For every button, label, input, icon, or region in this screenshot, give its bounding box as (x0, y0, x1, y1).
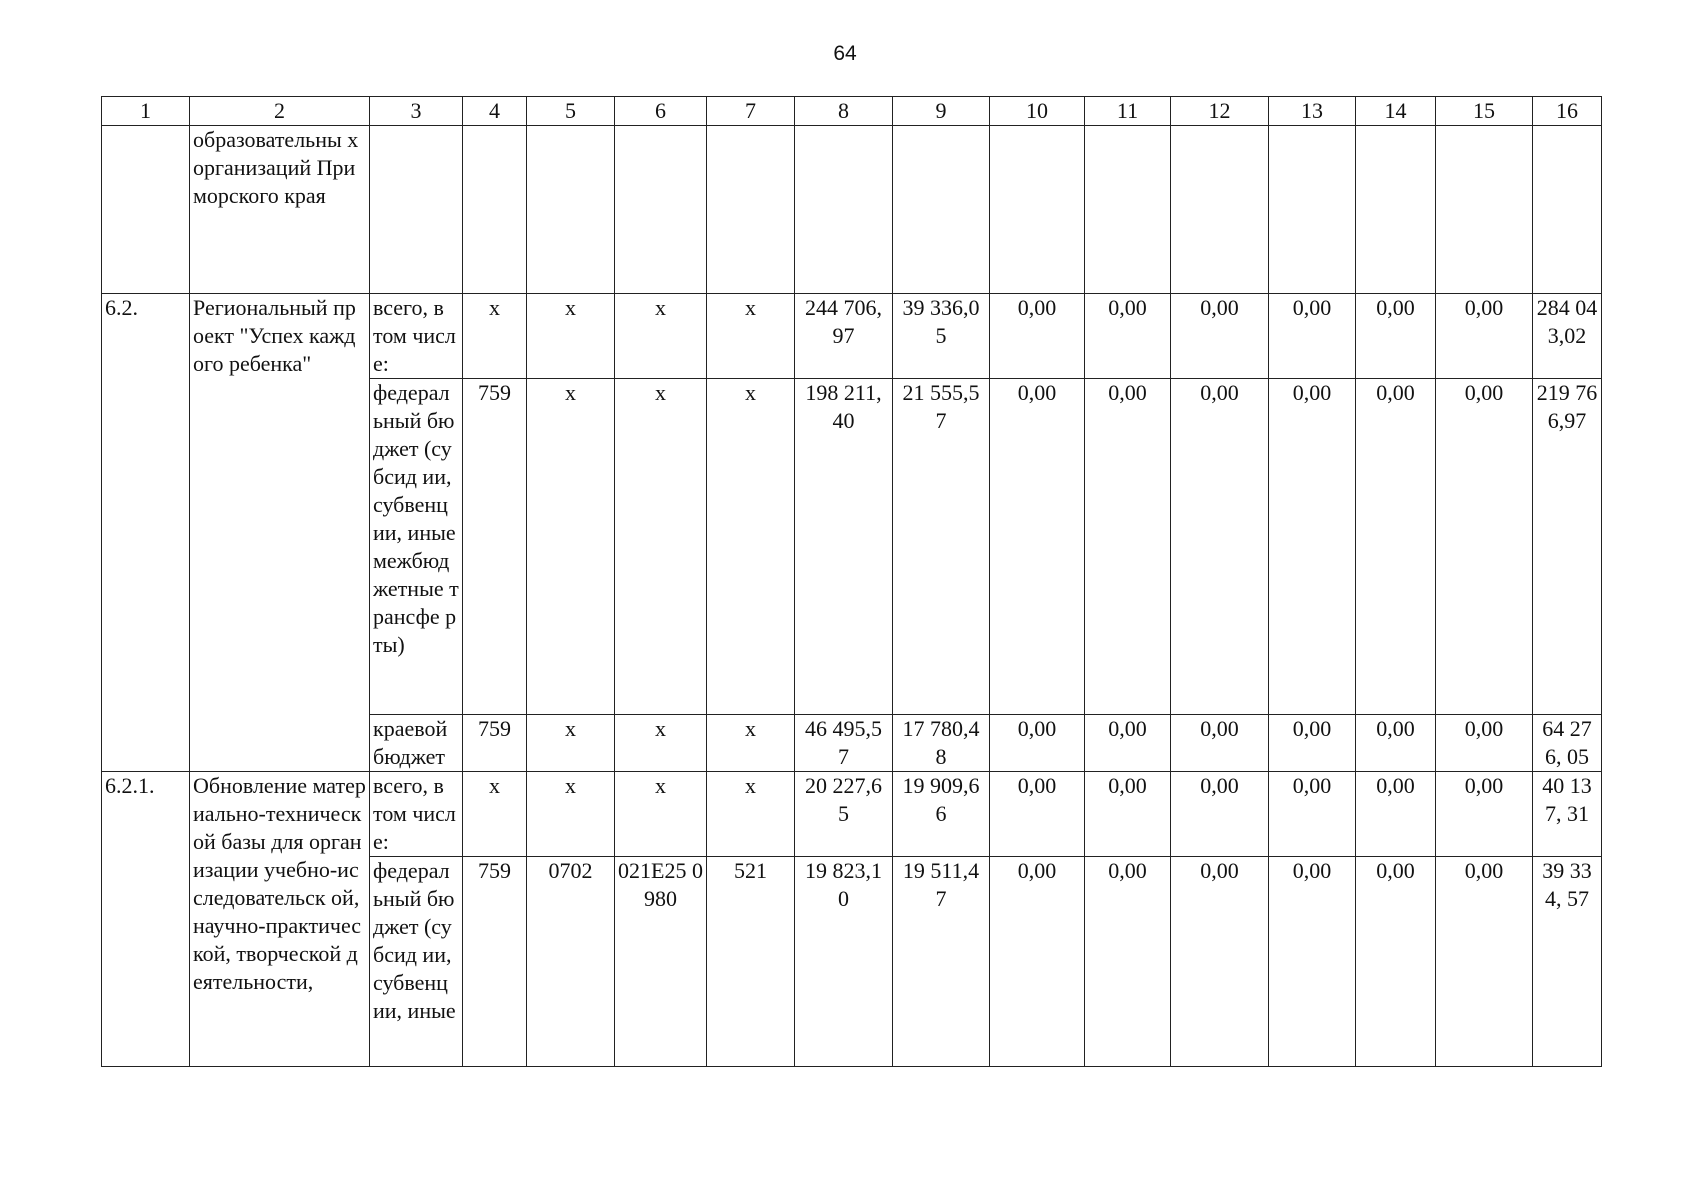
cell-col8: 19 823,1 0 (795, 857, 893, 1067)
cell-col13: 0,00 (1269, 772, 1356, 857)
column-header: 7 (707, 97, 795, 126)
cell-col7: х (707, 294, 795, 379)
cell-col5: х (527, 379, 615, 715)
column-header: 6 (615, 97, 707, 126)
cell-col9: 39 336,0 5 (893, 294, 990, 379)
cell-col9: 17 780,4 8 (893, 715, 990, 772)
cell-col7: х (707, 772, 795, 857)
column-header: 2 (190, 97, 370, 126)
cell-col6: х (615, 379, 707, 715)
header-row (102, 97, 1602, 126)
funding-source-cell: федерал ьный бюджет (субсид ии, субвенц ии, иные межбюд жетные трансфе рты) (370, 379, 463, 715)
cell-col5: х (527, 772, 615, 857)
cell-col14: 0,00 (1356, 379, 1436, 715)
funding-source-cell: всего, в том числе: (370, 294, 463, 379)
cell-col12: 0,00 (1171, 715, 1269, 772)
cell-col16: 40 137, 31 (1533, 772, 1602, 857)
cell-col8: 198 211, 40 (795, 379, 893, 715)
cell (615, 126, 707, 294)
cell-col6: 021Е25 0980 (615, 857, 707, 1067)
page-number: 64 (833, 42, 857, 65)
funding-source-cell: федерал ьный бюджет (субсид ии, субвенц ии, иные (370, 857, 463, 1067)
cell-col14: 0,00 (1356, 294, 1436, 379)
column-header: 13 (1269, 97, 1356, 126)
cell-col16: 219 76 6,97 (1533, 379, 1602, 715)
cell-col4: х (463, 772, 527, 857)
cell-col8: 244 706, 97 (795, 294, 893, 379)
row-name-cell: Региональный проект "Успех каждого ребенка" (190, 294, 370, 772)
cell-col14: 0,00 (1356, 715, 1436, 772)
cell-col9: 21 555,5 7 (893, 379, 990, 715)
cell-col15: 0,00 (1436, 379, 1533, 715)
cell (463, 126, 527, 294)
cell-col10: 0,00 (990, 294, 1085, 379)
cell-col4: 759 (463, 379, 527, 715)
cell-col4: 759 (463, 857, 527, 1067)
cell-col11: 0,00 (1085, 772, 1171, 857)
cell-col6: х (615, 715, 707, 772)
cell (1436, 126, 1533, 294)
cell (990, 126, 1085, 294)
cell-col12: 0,00 (1171, 857, 1269, 1067)
cell (1085, 126, 1171, 294)
cell-col12: 0,00 (1171, 294, 1269, 379)
column-header: 5 (527, 97, 615, 126)
cell (370, 126, 463, 294)
column-header: 14 (1356, 97, 1436, 126)
column-header: 3 (370, 97, 463, 126)
column-header: 9 (893, 97, 990, 126)
cell-col11: 0,00 (1085, 379, 1171, 715)
column-header: 10 (990, 97, 1085, 126)
cell-col15: 0,00 (1436, 772, 1533, 857)
cell-col4: 759 (463, 715, 527, 772)
cell-col4: х (463, 294, 527, 379)
cell-col11: 0,00 (1085, 857, 1171, 1067)
cell-col5: 0702 (527, 857, 615, 1067)
cell-col7: 521 (707, 857, 795, 1067)
cell-col5: х (527, 715, 615, 772)
cell-col13: 0,00 (1269, 857, 1356, 1067)
cell-col5: х (527, 294, 615, 379)
cell (795, 126, 893, 294)
cell (1356, 126, 1436, 294)
funding-source-cell: всего, в том числе: (370, 772, 463, 857)
column-header: 16 (1533, 97, 1602, 126)
row-name-cell: Обновление материально-технической базы для организации учебно-исследовательск ой, научно-практической, творческой деятельности, (190, 772, 370, 1067)
table-row (102, 772, 1602, 857)
cell-col13: 0,00 (1269, 715, 1356, 772)
column-header: 12 (1171, 97, 1269, 126)
cell-col10: 0,00 (990, 772, 1085, 857)
cell-col13: 0,00 (1269, 294, 1356, 379)
column-header: 8 (795, 97, 893, 126)
cell (893, 126, 990, 294)
cell-col6: х (615, 294, 707, 379)
cell-col11: 0,00 (1085, 715, 1171, 772)
row-number-cell (102, 126, 190, 294)
table-row (102, 294, 1602, 379)
cell-col7: х (707, 715, 795, 772)
budget-table (101, 96, 1602, 1067)
row-name-cell: образовательны х организаций Приморского края (190, 126, 370, 294)
column-header: 4 (463, 97, 527, 126)
cell (527, 126, 615, 294)
cell-col10: 0,00 (990, 379, 1085, 715)
cell-col16: 64 276, 05 (1533, 715, 1602, 772)
row-number-cell: 6.2. (102, 294, 190, 772)
cell-col8: 46 495,5 7 (795, 715, 893, 772)
funding-source-cell: краевой бюджет (370, 715, 463, 772)
cell-col10: 0,00 (990, 715, 1085, 772)
cell (1269, 126, 1356, 294)
cell-col14: 0,00 (1356, 772, 1436, 857)
cell-col12: 0,00 (1171, 772, 1269, 857)
cell-col14: 0,00 (1356, 857, 1436, 1067)
column-header: 1 (102, 97, 190, 126)
cell-col8: 20 227,6 5 (795, 772, 893, 857)
cell-col6: х (615, 772, 707, 857)
cell-col10: 0,00 (990, 857, 1085, 1067)
table-row-continuation (102, 126, 1602, 294)
cell-col16: 284 04 3,02 (1533, 294, 1602, 379)
cell-col15: 0,00 (1436, 715, 1533, 772)
cell (1171, 126, 1269, 294)
cell-col15: 0,00 (1436, 857, 1533, 1067)
cell-col11: 0,00 (1085, 294, 1171, 379)
cell-col7: х (707, 379, 795, 715)
cell-col15: 0,00 (1436, 294, 1533, 379)
column-header: 11 (1085, 97, 1171, 126)
row-number-cell: 6.2.1. (102, 772, 190, 1067)
cell-col13: 0,00 (1269, 379, 1356, 715)
cell-col9: 19 511,4 7 (893, 857, 990, 1067)
cell-col9: 19 909,6 6 (893, 772, 990, 857)
cell (1533, 126, 1602, 294)
cell (707, 126, 795, 294)
cell-col16: 39 334, 57 (1533, 857, 1602, 1067)
column-header: 15 (1436, 97, 1533, 126)
cell-col12: 0,00 (1171, 379, 1269, 715)
